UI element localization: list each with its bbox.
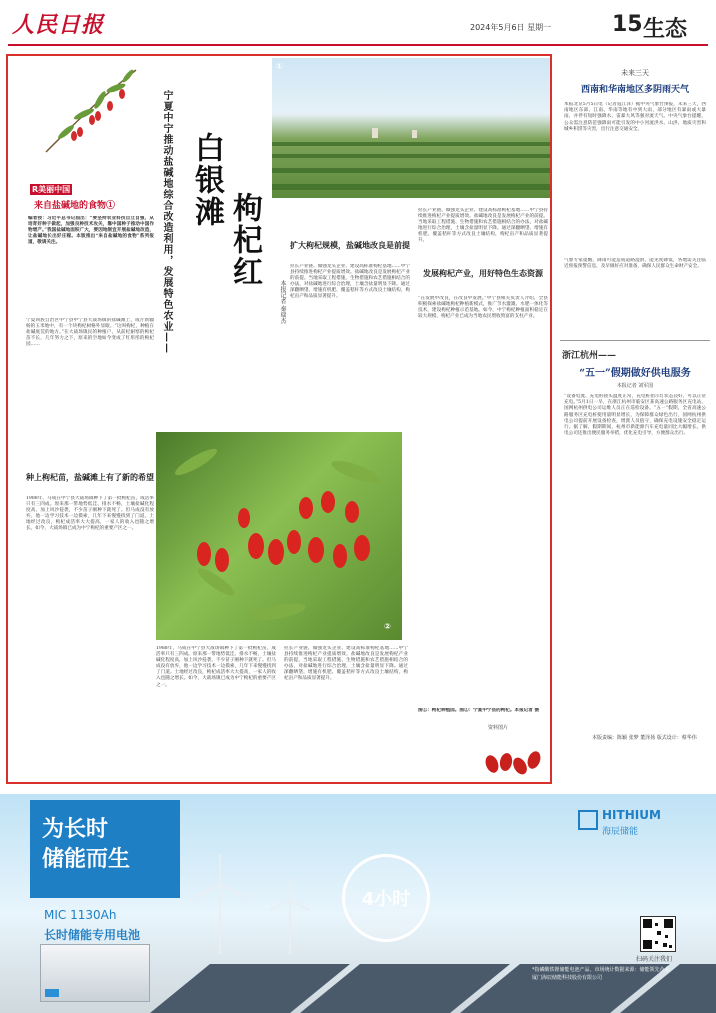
ad-product-name: MIC 1130Ah: [44, 908, 117, 922]
qr-pattern-icon: [641, 917, 675, 951]
battery-image: [40, 944, 150, 1002]
weather-text-more: 气象专家提醒，降雨可能造成道路湿滑、能见度降低，各地需关注临近预报预警信息，及早做好应对准备，确保人民群众生命财产安全。: [564, 258, 706, 270]
issue-date: 2024年5月6日 星期一: [470, 23, 552, 32]
power-tag: 浙江杭州——: [562, 351, 617, 361]
image-source: 资料图片: [488, 725, 509, 731]
main-article-box: [6, 54, 552, 784]
editor-note: 编者按：习近平总书记指出：“要坚持农业科技自立自强，从培育好种子做起，加强良种技术攻关，靠中国种子推动中国作物增产。”我国盐碱地面积广大，要因地制宜开展盐碱地改造，让盐碱地长出好庄稼。本版推出“来自盐碱地的食物”系列报道，敬请关注。: [28, 216, 154, 246]
article-title-line1: 白银滩: [189, 132, 224, 228]
wind-turbines: [180, 844, 330, 954]
masthead: [0, 0, 716, 48]
brand-logo-icon: [578, 810, 598, 830]
photo2-number: ②: [384, 622, 391, 631]
series-tag: R美丽中国: [32, 185, 71, 194]
article-byline: 本报记者 秦瑞杰: [279, 280, 286, 324]
intro-text: 宁夏回族自治区中宁县中宁县大战场镇的盐碱滩上，成片新疆杨的玉米地中，有一个块枸杞树格外显眼。“这叫枸杞，种植在盐碱底荒的地方。”在大战场镇民的种植户，从前杞耐寒的枸杞苗不长，几年努力之下，原来的空地如今变成了红彤彤的枸杞园……: [26, 318, 154, 348]
goji-decoration: [478, 734, 548, 780]
page-section-name: 生态: [643, 16, 688, 42]
divider: [560, 340, 710, 341]
weather-text: 本报北京5月5日电（记者寇江泽）据中央气象台预报，未来三天，西南地区东部、江南、华南等地有中到大雨，部分地区有暴雨或大暴雨，并伴有短时强降水、雷暴大风等强对流天气。中央气象台提醒，公众需注意防范强降雨可能引发的中小河流洪水、山洪、地质灾害和城乡积涝等灾害，出行注意交通安全。: [564, 102, 706, 132]
weather-headline: 西南和华南地区多阴雨天气: [580, 85, 689, 95]
power-headline: “五一”假期做好供电服务: [579, 368, 691, 379]
brand-name-cn: 海辰储能: [602, 827, 639, 837]
section1-text: 1988年，马成在中宁县大战场镇种下了第一批枸杞苗，成活率只有三四成。原来那一带地势低洼、排水不畅，土壤盐碱化程度高，加上风沙侵袭，不少苗子刚种下就死了。但马成没有放弃，他一边学习技术一边摸索，几年下来慢慢找到了门道。土地经过改良，枸杞成活率大大提高，一家人的收入也随之增长。如今，大战场镇已成为中宁枸杞的重要产区之一。: [26, 496, 154, 532]
page-editors: 本版责编：陈颖 张梦 董泽扬 版式设计：蔡华伟: [592, 735, 697, 741]
battery-logo-icon: [45, 989, 59, 997]
farm-scene: [272, 58, 550, 198]
kicker-row: [30, 184, 72, 195]
section1-heading: 种上枸杞苗，盐碱滩上有了新的希望: [26, 472, 154, 482]
section2-heading: 扩大枸杞规模，盐碱地改良是前提: [290, 240, 410, 250]
duration-badge-text: 4小时: [361, 889, 411, 910]
goji-illustration: [36, 62, 146, 158]
right-column: [560, 54, 710, 786]
section2-text: 拉长产业链、做强龙头企业、建设高标准枸杞基地……中宁县持续推进枸杞产业提质增效。盐碱地改良是发展枸杞产业的前提。当地采取工程措施、生物措施和农艺措施相结合的办法，对盐碱地进行综合治理，土壤含盐量明显下降。通过深翻晒垡、增施有机肥、覆盖秸秆等方式改良土壤结构，枸杞亩产和品质显著提升。: [290, 264, 410, 300]
ad-headline-panel: [30, 800, 180, 898]
qr-caption: 扫码关注我们: [636, 956, 673, 963]
page-number: 15: [612, 12, 643, 37]
goji-farm-photo: [272, 58, 550, 198]
ad-headline-line2: 储能而生: [42, 847, 131, 872]
goji-berries-scene: [156, 432, 402, 640]
brand-name-en: HITHIUM: [602, 808, 661, 822]
section2-continued-text: 拉长产业链、做强龙头企业、建设高标准枸杞基地……中宁县持续推进枸杞产业提质增效。盐碱地改良是发展枸杞产业的前提。当地采取工程措施、生物措施和农艺措施相结合的办法，对盐碱地进行综合治理，土壤含盐量明显下降。通过深翻晒垡、增施有机肥、覆盖秸秆等方式改良土壤结构，枸杞亩产和品质显著提升。: [418, 208, 548, 244]
section2-continued-text-lower: 拉长产业链、做强龙头企业、建设高标准枸杞基地……中宁县持续推进枸杞产业提质增效。盐碱地改良是发展枸杞产业的前提。当地采取工程措施、生物措施和农艺措施相结合的办法，对盐碱地进行综合治理，土壤含盐量明显下降。通过深翻晒垡、增施有机肥、覆盖秸秆等方式改良土壤结构，枸杞亩产和品质显著提升。: [284, 646, 408, 682]
qr-code[interactable]: [640, 916, 676, 952]
section3-heading: 发展枸杞产业，用好特色生态资源: [423, 268, 543, 278]
power-text: “设备电流、充电桩接头温度正常，充电桩指示灯状态良好，可以正常充电。”5月1日一早，在浙江杭州市临安区某高速公路服务区充电站，国网杭州供电公司运维人员正在巡检设备。“五一”假期，全省高速公路服务区充电桩使用量明显增长，为保障群众绿色出行，国网杭州供电公司提前开展设备检查，增派人员值守，确保充电设施安全稳定运行。据了解，假期期间，杭州市新能源汽车充电量同比大幅增长。供电公司还推出便民服务举措，优化充电引导，方便群众出行。: [564, 394, 706, 437]
article-subtitle: 宁夏中宁推动盐碱地综合改造利用，发展特色农业——: [161, 90, 172, 354]
weather-tag: 未来三天: [621, 69, 649, 77]
section3-text: “在发展中改良，在改良中发展。”中宁县相关负责人介绍，全县积极探索盐碱地枸杞种植新模式，推广节水灌溉、水肥一体化等技术，建设枸杞种植示范基地。如今，中宁枸杞种植面积稳定在较大规模，枸杞产业已成为当地农民增收致富的支柱产业。: [418, 296, 548, 320]
duration-badge: [342, 854, 430, 942]
ad-footer: *指磷酸铁锂储能电池产品，市场统计数据来源：储能领先企业 厦门海辰储能科技股份有限公司: [532, 967, 670, 981]
masthead-rule: [8, 44, 708, 46]
ad-product-desc: 长时储能专用电池: [44, 928, 141, 942]
photo-caption: 图①：枸杞种植园。图②：宁夏中宁县的枸杞。本报记者 摄: [418, 708, 540, 713]
newspaper-logo: 人民日报: [12, 12, 105, 38]
photo1-number: ①: [276, 62, 283, 71]
section1-continued-text: 1988年，马成在中宁县大战场镇种下了第一批枸杞苗，成活率只有三四成。原来那一带地势低洼、排水不畅，土壤盐碱化程度高，加上风沙侵袭，不少苗子刚种下就死了。但马成没有放弃，他一边学习技术一边摸索，几年下来慢慢找到了门道。土地经过改良，枸杞成活率大大提高，一家人的收入也随之增长。如今，大战场镇已成为中宁枸杞的重要产区之一。: [156, 646, 276, 688]
article-title-line2: 枸杞红: [227, 192, 262, 288]
goji-berries-photo: [156, 432, 402, 640]
ad-headline-line1: 为长时: [42, 817, 109, 842]
power-byline: 本报记者 刘军国: [616, 383, 654, 389]
advertisement: [0, 794, 716, 1013]
series-kicker: 来自盐碱地的食物①: [34, 201, 116, 211]
